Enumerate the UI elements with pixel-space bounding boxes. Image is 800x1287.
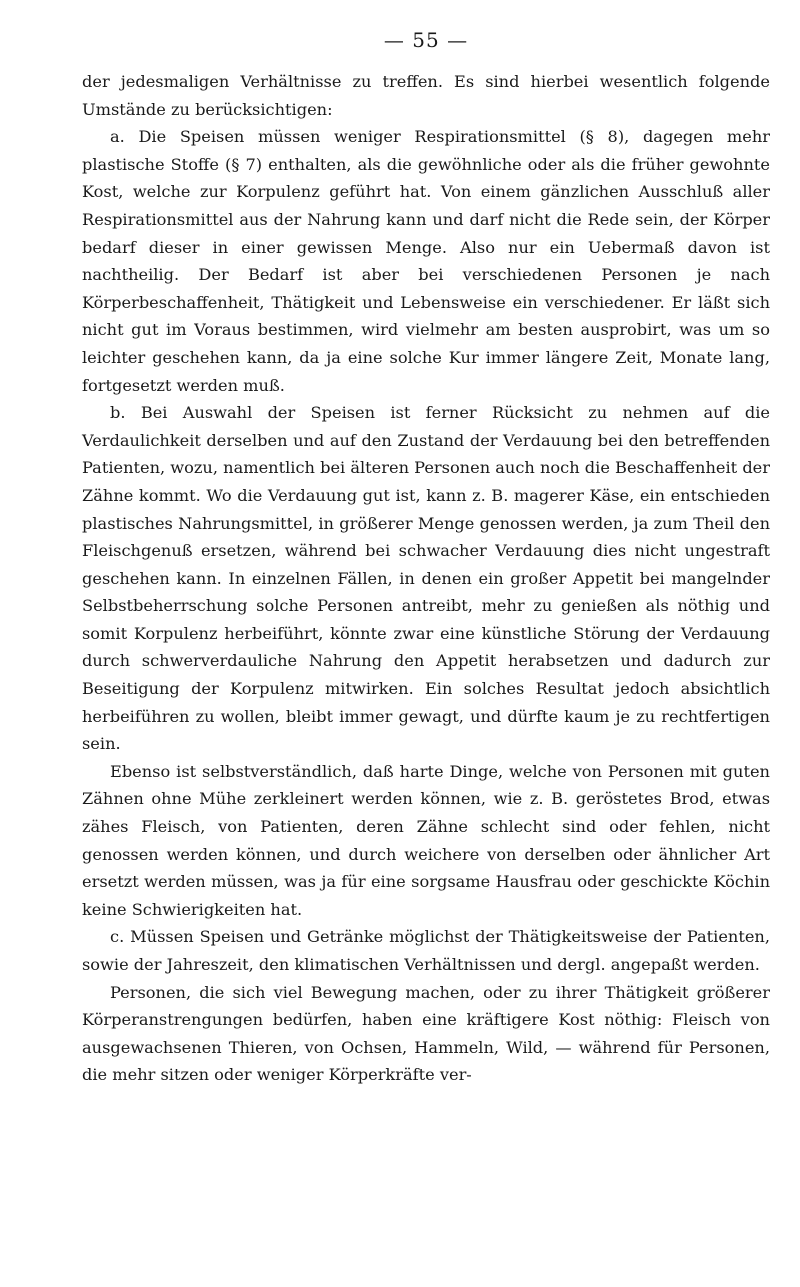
paragraph: der jedesmaligen Verhältnisse zu treffen. Es sind hierbei wesentlich folgende Umstände zu berücksichtigen: xyxy=(82,72,770,119)
paragraph: Ebenso ist selbstverständlich, daß harte Dinge, welche von Personen mit guten Zähnen ohne Mühe zerkleinert werden können, wie z. B. geröstetes Brod, etwas zähes Fleisch, von Patienten, deren Zähne schlecht sind oder fehlen, nicht genossen werden können, und durch weichere von derselben oder ähnlicher Art ersetzt werden müssen, was ja für eine sorgsame Hausfrau oder geschickte Köchin keine Schwierigkeiten hat. xyxy=(82,761,770,919)
item-label: a. xyxy=(110,127,125,147)
body-text xyxy=(82,68,770,1089)
list-item-b xyxy=(82,399,770,758)
list-item-c xyxy=(82,923,770,978)
item-text: Bei Auswahl der Speisen ist ferner Rücksicht zu nehmen auf die Verdaulichkeit derselben und auf den Zustand der Verdauung bei den betreffenden Patienten, wozu, namentlich bei älteren Personen auch noch die Beschaffenheit der Zähne kommt. Wo die Verdauung gut ist, kann z. B. magerer Käse, ein entschieden plastisches Nahrungsmittel, in größerer Menge genossen werden, ja zum Theil den Fleischgenuß ersetzen, während bei schwacher Verdauung dies nicht ungestraft geschehen kann. In einzelnen Fällen, in denen ein großer Appetit bei mangelnder Selbstbeherrschung solche Personen antreibt, mehr zu genießen als nöthig und somit Korpulenz herbeiführt, könnte zwar eine künstliche Störung der Verdauung durch schwerverdauliche Nahrung den Appetit herabsetzen und dadurch zur Beseitigung der Korpulenz mitwirken. Ein solches Resultat jedoch absichtlich herbeiführen zu wollen, bleibt immer gewagt, und dürfte kaum je zu rechtfertigen sein. xyxy=(82,403,770,754)
page-number: — 55 — xyxy=(383,28,469,52)
item-text: Die Speisen müssen weniger Respirationsmittel (§ 8), dagegen mehr plastische Stoffe (§ 7) enthalten, als die gewöhnliche oder als die früher gewohnte Kost, welche zur Korpulenz geführt hat. Von einem gänzlichen Ausschluß aller Respirationsmittel aus der Nahrung kann und darf nicht die Rede sein, der Körper bedarf dieser in einer gewissen Menge. Also nur ein Uebermaß davon ist nachtheilig. Der Bedarf ist aber bei verschiedenen Personen je nach Körperbeschaffenheit, Thätigkeit und Lebensweise ein verschiedener. Er läßt sich nicht gut im Voraus bestimmen, wird vielmehr am besten ausprobirt, was um so leichter geschehen kann, da ja eine solche Kur immer längere Zeit, Monate lang, fortgesetzt werden muß. xyxy=(82,127,771,395)
item-label: b. xyxy=(110,403,126,423)
paragraph: Personen, die sich viel Bewegung machen, oder zu ihrer Thätigkeit größerer Körperanstrengungen bedürfen, haben eine kräftigere Kost nöthig: Fleisch von ausgewachsenen Thieren, von Ochsen, Hammeln, Wild, — während für Personen, die mehr sitzen oder weniger Körperkräfte ver- xyxy=(82,982,770,1085)
item-text: Müssen Speisen und Getränke möglichst der Thätigkeitsweise der Patienten, sowie der Jahreszeit, den klimatischen Verhältnissen und dergl. angepaßt werden. xyxy=(82,927,770,974)
list-item-a xyxy=(82,123,770,399)
item-label: c. xyxy=(110,927,125,947)
